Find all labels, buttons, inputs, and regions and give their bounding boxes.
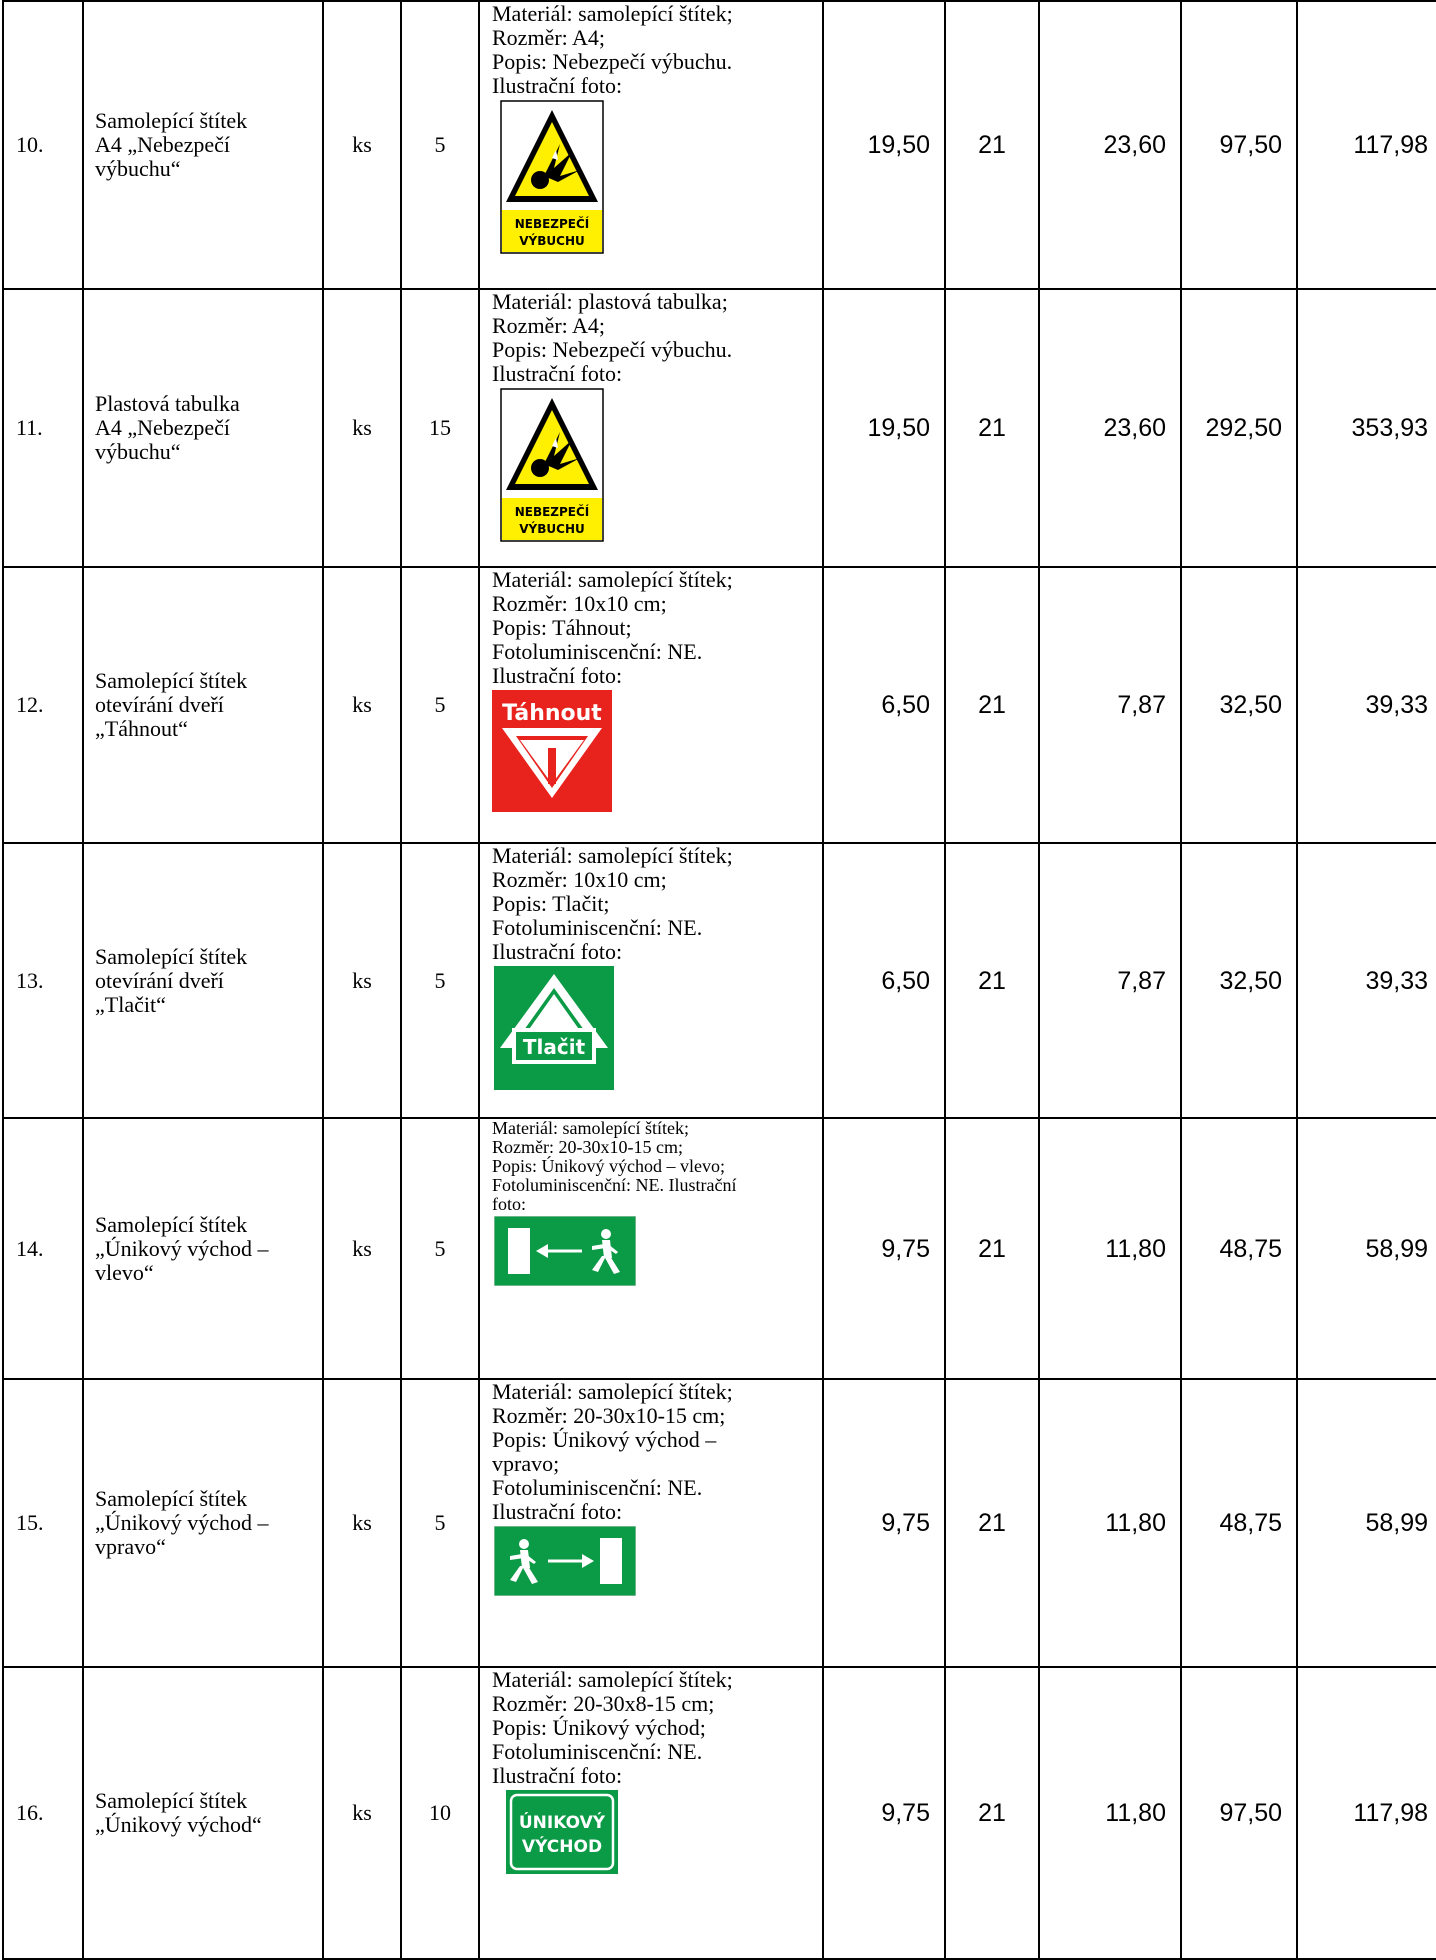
description-line: Rozměr: 10x10 cm; <box>492 591 667 616</box>
description-line: Fotoluminiscenční: NE. <box>492 915 703 940</box>
total-price: 32,50 <box>1181 567 1297 843</box>
item-unit: ks <box>323 1667 401 1959</box>
illustration-photo <box>492 690 818 812</box>
exit-text-sign <box>506 1790 618 1874</box>
item-name-line: Samolepící štítek <box>95 1486 248 1511</box>
item-description <box>479 1 823 289</box>
description-line: Popis: Únikový východ – <box>492 1427 717 1452</box>
unit-price-with-vat: 23,60 <box>1039 289 1181 567</box>
illustration-photo <box>506 1790 818 1874</box>
item-name <box>83 1 323 289</box>
item-number: 11. <box>3 289 83 567</box>
description-line: vpravo; <box>492 1451 560 1476</box>
total-price-with-vat: 39,33 <box>1297 567 1436 843</box>
description-line: Ilustrační foto: <box>492 361 623 386</box>
description-line: Popis: Táhnout; <box>492 615 632 640</box>
unit-price: 6,50 <box>823 567 945 843</box>
item-name-line: „Únikový východ“ <box>95 1812 262 1837</box>
total-price: 48,75 <box>1181 1379 1297 1667</box>
description-line: Rozměr: A4; <box>492 313 606 338</box>
sign-text-line-1: NEBEZPEČÍ <box>514 217 590 231</box>
item-name <box>83 289 323 567</box>
table-row <box>3 1118 1436 1379</box>
unit-price-with-vat: 11,80 <box>1039 1379 1181 1667</box>
item-name-line: Samolepící štítek <box>95 1211 248 1237</box>
item-name-line: „Únikový východ – <box>95 1510 269 1535</box>
table-row <box>3 567 1436 843</box>
description-line: Fotoluminiscenční: NE. Ilustrační <box>492 1175 737 1195</box>
item-name-line: vpravo“ <box>95 1534 166 1559</box>
sign-text-line-2: VÝBUCHU <box>519 522 585 536</box>
item-name-line: Samolepící štítek <box>95 108 248 133</box>
exit-left-sign <box>494 1216 636 1286</box>
item-description <box>479 1379 823 1667</box>
unit-price-with-vat: 23,60 <box>1039 1 1181 289</box>
item-name-line: Samolepící štítek <box>95 1788 248 1813</box>
item-quantity: 5 <box>401 1379 479 1667</box>
description-line: Rozměr: 20-30x10-15 cm; <box>492 1403 726 1428</box>
item-name <box>83 1118 323 1379</box>
unit-price-with-vat: 7,87 <box>1039 567 1181 843</box>
vat-rate: 21 <box>945 1379 1039 1667</box>
explosion-warning-sign <box>500 100 604 254</box>
table-row <box>3 843 1436 1118</box>
description-line: Popis: Únikový východ – vlevo; <box>492 1156 725 1176</box>
item-number: 16. <box>3 1667 83 1959</box>
item-description <box>479 1118 823 1379</box>
total-price: 292,50 <box>1181 289 1297 567</box>
item-name-line: vlevo“ <box>95 1259 154 1285</box>
item-number: 13. <box>3 843 83 1118</box>
exit-right-sign <box>494 1526 636 1596</box>
description-line: Fotoluminiscenční: NE. <box>492 1739 703 1764</box>
total-price-with-vat: 117,98 <box>1297 1667 1436 1959</box>
item-name <box>83 567 323 843</box>
unit-price: 19,50 <box>823 289 945 567</box>
sign-text-line-1: NEBEZPEČÍ <box>514 505 590 519</box>
unit-price: 9,75 <box>823 1118 945 1379</box>
description-line: Popis: Nebezpečí výbuchu. <box>492 337 733 362</box>
total-price-with-vat: 117,98 <box>1297 1 1436 289</box>
description-line: Rozměr: 10x10 cm; <box>492 867 667 892</box>
description-line: Materiál: samolepící štítek; <box>492 1118 689 1138</box>
description-line: Materiál: samolepící štítek; <box>492 1667 733 1692</box>
item-name-line: otevírání dveří <box>95 692 224 717</box>
description-line: Ilustrační foto: <box>492 939 623 964</box>
vat-rate: 21 <box>945 1118 1039 1379</box>
item-unit: ks <box>323 567 401 843</box>
item-number: 15. <box>3 1379 83 1667</box>
description-line: Ilustrační foto: <box>492 73 623 98</box>
description-line: foto: <box>492 1194 526 1214</box>
total-price-with-vat: 58,99 <box>1297 1118 1436 1379</box>
description-line: Materiál: samolepící štítek; <box>492 1379 733 1404</box>
unit-price-with-vat: 11,80 <box>1039 1118 1181 1379</box>
item-unit: ks <box>323 1118 401 1379</box>
push-door-sign <box>494 966 614 1090</box>
description-line: Ilustrační foto: <box>492 1763 623 1788</box>
description-line: Popis: Tlačit; <box>492 891 610 916</box>
total-price: 97,50 <box>1181 1667 1297 1959</box>
item-quantity: 10 <box>401 1667 479 1959</box>
illustration-photo <box>494 1526 818 1596</box>
vat-rate: 21 <box>945 1667 1039 1959</box>
description-line: Materiál: samolepící štítek; <box>492 567 733 592</box>
item-number: 14. <box>3 1118 83 1379</box>
table-row <box>3 1 1436 289</box>
sign-text: Tlačit <box>522 1035 586 1059</box>
illustration-photo <box>494 1216 818 1286</box>
item-description <box>479 843 823 1118</box>
unit-price: 6,50 <box>823 843 945 1118</box>
description-line: Ilustrační foto: <box>492 1499 623 1524</box>
description-line: Ilustrační foto: <box>492 663 623 688</box>
description-line: Materiál: samolepící štítek; <box>492 1 733 26</box>
sign-text-line-2: VÝCHOD <box>521 1837 603 1857</box>
description-line: Rozměr: 20-30x10-15 cm; <box>492 1137 683 1157</box>
item-number: 12. <box>3 567 83 843</box>
item-unit: ks <box>323 843 401 1118</box>
unit-price-with-vat: 7,87 <box>1039 843 1181 1118</box>
sign-text-line-2: VÝBUCHU <box>519 234 585 248</box>
table-row <box>3 289 1436 567</box>
description-line: Materiál: plastová tabulka; <box>492 289 728 314</box>
item-name-line: Samolepící štítek <box>95 943 248 969</box>
item-name-line: „Únikový východ – <box>95 1235 269 1261</box>
sign-text: Táhnout <box>502 701 602 726</box>
item-name <box>83 1667 323 1959</box>
item-name-line: výbuchu“ <box>95 156 181 181</box>
illustration-photo <box>500 388 818 542</box>
total-price: 48,75 <box>1181 1118 1297 1379</box>
description-line: Fotoluminiscenční: NE. <box>492 1475 703 1500</box>
vat-rate: 21 <box>945 289 1039 567</box>
item-name-line: výbuchu“ <box>95 439 181 464</box>
unit-price: 19,50 <box>823 1 945 289</box>
item-quantity: 5 <box>401 567 479 843</box>
item-unit: ks <box>323 289 401 567</box>
description-line: Popis: Únikový východ; <box>492 1715 706 1740</box>
total-price-with-vat: 58,99 <box>1297 1379 1436 1667</box>
description-line: Materiál: samolepící štítek; <box>492 843 733 868</box>
item-name-line: A4 „Nebezpečí <box>95 415 230 440</box>
total-price: 32,50 <box>1181 843 1297 1118</box>
item-unit: ks <box>323 1379 401 1667</box>
total-price: 97,50 <box>1181 1 1297 289</box>
vat-rate: 21 <box>945 1 1039 289</box>
item-name-line: A4 „Nebezpečí <box>95 132 230 157</box>
vat-rate: 21 <box>945 567 1039 843</box>
description-line: Rozměr: A4; <box>492 25 606 50</box>
explosion-warning-sign <box>500 388 604 542</box>
vat-rate: 21 <box>945 843 1039 1118</box>
description-line: Popis: Nebezpečí výbuchu. <box>492 49 733 74</box>
item-quantity: 5 <box>401 843 479 1118</box>
total-price-with-vat: 353,93 <box>1297 289 1436 567</box>
item-name-line: „Táhnout“ <box>95 716 188 741</box>
illustration-photo <box>494 966 818 1090</box>
item-name <box>83 1379 323 1667</box>
description-line: Fotoluminiscenční: NE. <box>492 639 703 664</box>
item-name-line: otevírání dveří <box>95 967 224 993</box>
item-description <box>479 567 823 843</box>
item-number: 10. <box>3 1 83 289</box>
item-quantity: 15 <box>401 289 479 567</box>
illustration-photo <box>500 100 818 254</box>
item-name-line: Samolepící štítek <box>95 668 248 693</box>
item-unit: ks <box>323 1 401 289</box>
table-row <box>3 1379 1436 1667</box>
total-price-with-vat: 39,33 <box>1297 843 1436 1118</box>
items-table <box>2 0 1436 1960</box>
item-description <box>479 289 823 567</box>
item-description <box>479 1667 823 1959</box>
unit-price: 9,75 <box>823 1379 945 1667</box>
pull-door-sign <box>492 690 612 812</box>
description-line: Rozměr: 20-30x8-15 cm; <box>492 1691 715 1716</box>
sign-text-line-1: ÚNIKOVÝ <box>518 1813 606 1833</box>
item-name-line: Plastová tabulka <box>95 391 240 416</box>
unit-price: 9,75 <box>823 1667 945 1959</box>
item-quantity: 5 <box>401 1 479 289</box>
unit-price-with-vat: 11,80 <box>1039 1667 1181 1959</box>
item-name-line: „Tlačit“ <box>95 991 166 1017</box>
item-quantity: 5 <box>401 1118 479 1379</box>
table-row <box>3 1667 1436 1959</box>
item-name <box>83 843 323 1118</box>
